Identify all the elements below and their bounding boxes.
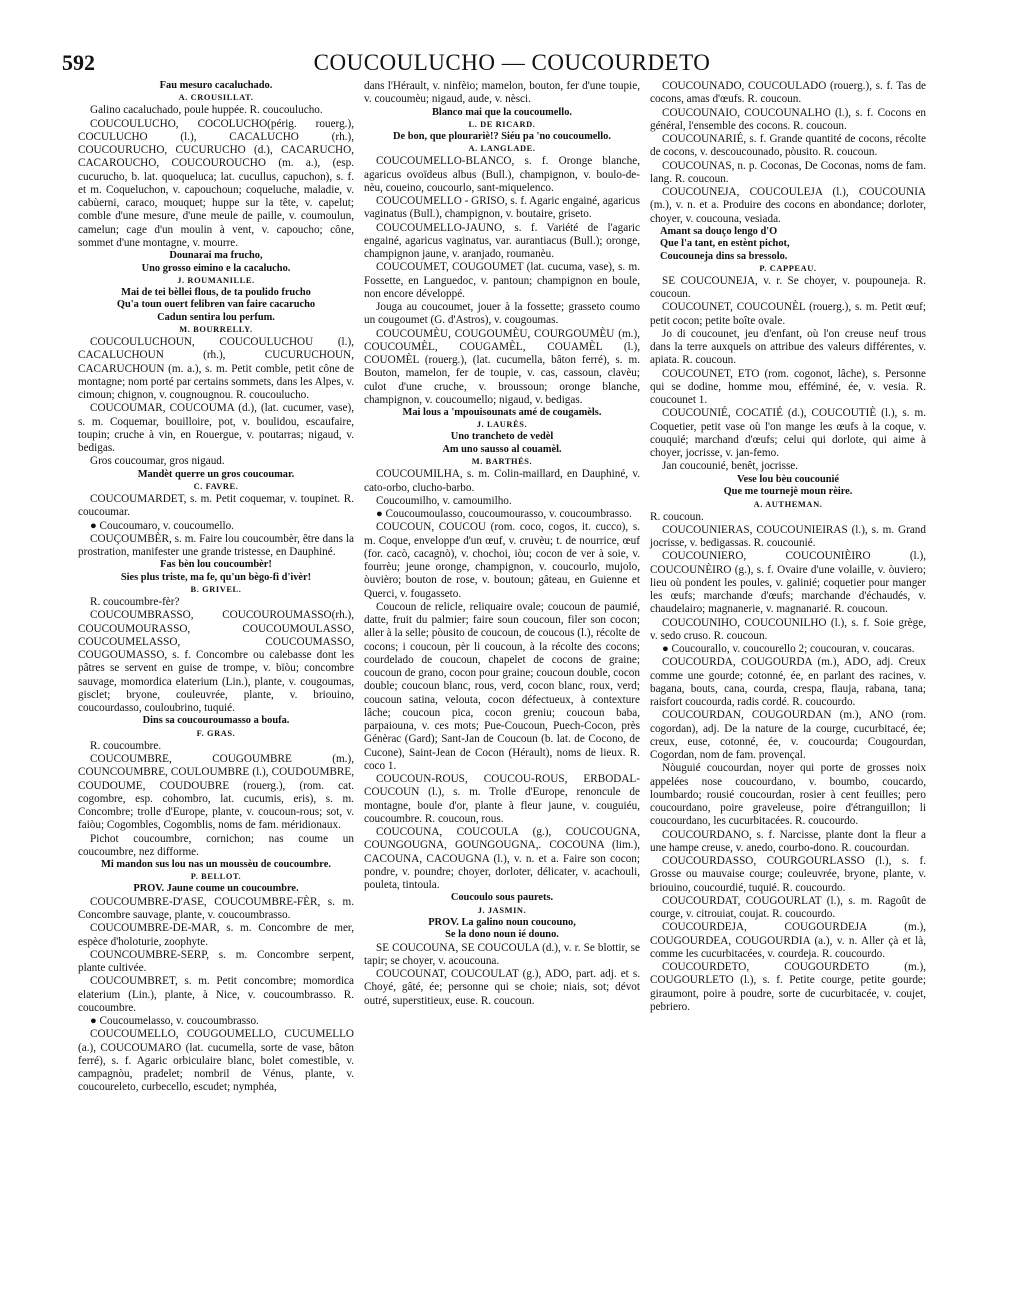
dictionary-entry: COUCOUNET, COUCOUNÈL (rouerg.), s. m. Petit œuf; petit cocon; petite boîte ovale.	[650, 301, 926, 327]
dictionary-entry: COUCOURDASSO, COURGOURLASSO (l.), s. f. Grosse ou mauvaise courge; couleuvrée, bryone, plante, v. briouino, coucourdié, tuquié. R. coucourdo.	[650, 855, 926, 894]
dictionary-entry: COUCOUNIERAS, COUCOUNIEIRAS (l.), s. m. Grand jocrisse, v. bedigassas. R. coucounié.	[650, 523, 926, 550]
dictionary-entry: COUCOURDANO, s. f. Narcisse, plante dont la fleur a une hampe creuse, v. anedo, courbo-dono. R. coucourdan.	[650, 828, 926, 854]
dictionary-entry: ● Coucoumoulasso, coucoumourasso, v. coucoumbrasso.	[376, 508, 632, 521]
dictionary-entry: COUCOUMBRE, COUGOUMBRE (m.), COUNCOUMBRE, COULOUMBRE (l.), COUDOUMBRE, COUDOUME, COUDOUBRE (rouerg.), (rom. cat. cogombre, esp. cohombro, lat. cucumis, eris), s. m. Concombre; trolle d'Europe, plante, v. coucoun-rous; sot, v. faiòu; Cogombles, Cogomblis, noms de fam. méridionaux.	[78, 753, 354, 832]
dictionary-entry: COUCOUNEJA, COUCOULEJA (l.), COUCOUNIA (m.), v. n. et a. Produire des cocons en abondance; dorloter, choyer, v. coucouna, vesiada.	[650, 186, 926, 225]
dictionary-entry: COUCOUMET, COUGOUMET (lat. cucuma, vase), s. m. Fossette, en Languedoc, v. pantoun; champignon en boule, non encore développé.	[364, 261, 640, 300]
quotation-author: P. BELLOT.	[190, 872, 242, 882]
quotation-line: Sies plus triste, ma fe, qu'un bègo-fi d'ivèr!	[120, 571, 312, 583]
dictionary-entry: ● Coucourallo, v. coucourello 2; coucouran, v. coucaras.	[662, 643, 915, 656]
dictionary-entry: COUCOUMELLO, COUGOUMELLO, CUCUMELLO (a.), COUCOUMARO (lat. cucumella, sorte de vase, bâton ferré), s. f. Agaric orbiculaire blanc, bolet comestible, v. campagnòu, pradelet; nombril de Vénus, plante, v. coucoureleto, curbecello, escudet; nymphéa,	[78, 1028, 354, 1094]
dictionary-entry: COUCOUMELLO - GRISO, s. f. Agaric engainé, agaricus vaginatus (Bull.), champignon, v. boutaire, griseto.	[364, 195, 640, 221]
quotation-line: Se la dono noun ié douno.	[445, 929, 559, 941]
dictionary-entry: SE COUCOUNA, SE COUCOULA (d.), v. r. Se blottir, se tapir; se choyer, v. acoucouna.	[364, 941, 640, 967]
quotation-author: A. AUTHEMAN.	[753, 499, 823, 509]
dictionary-entry: SE COUCOUNEJA, v. r. Se choyer, v. poupouneja. R. coucoun.	[650, 274, 926, 301]
quotation-author: J. LAURÈS.	[476, 420, 528, 430]
dictionary-entry: COUCOURDEJA, COUGOURDEJA (m.), COUGOURDEA, COUGOURDIA (a.), v. n. Aller çà et là, comme les cucurbitacées, v. courdeja. R. coucourdo.	[650, 921, 926, 960]
dictionary-entry: Jan coucounié, benêt, jocrisse.	[662, 460, 799, 473]
dictionary-entry: R. coucoun.	[650, 510, 704, 523]
dictionary-entry: COUCOUNET, ETO (rom. cogonot, lâche), s. Personne qui se dodine, homme mou, efféminé, ée, v. vesia. R. coucounet 1.	[650, 367, 926, 407]
quotation-author: A. LANGLADE.	[468, 144, 536, 154]
quotation-line: Uno trancheto de vedèl	[450, 431, 554, 443]
quotation-author: J. ROUMANILLE.	[177, 275, 255, 285]
dictionary-entry: COUCOULUCHO, COCOLUCHO(périg. rouerg.), COCULUCHO (l.), CACALUCHO (rh.), COUCOURUCHO, CUCURUCHO (d.), CACARUCHO, CACAROUCHO, COUCOUROUCHO (m. a.), (esp. cucurucho, b. lat. quoqueluca; lat. cucullus, capuchon), s. f. et m. Coqueluchon, v. capouchoun; coqueluche, maladie, v. cabùerni, caraco, mouquet; huppe sur la tête, v. capelut; comble d'une mesure, d'une meule de paille, v. coumoulun, camelun; cage d'un moulin à vent, v. capoucho; cône, sommet d'une montagne, v. mourre.	[78, 117, 354, 249]
quotation-line: Qu'a toun ouert felibren van faire cacarucho	[116, 299, 316, 311]
page-number: 592	[62, 50, 95, 75]
quotation-author: C. FAVRE.	[193, 482, 239, 492]
dictionary-entry: Nòuguié coucourdan, noyer qui porte de grosses noix appelées nose coucourdano, v. boumbo, coucardo, loumbardo; rousié coucourdan, rosier à cent feuilles; pero coucourdano, poire graveleuse, poire d'étranguillon; li coucourdano, les cucurbitacées. R. coucourdo.	[650, 762, 926, 828]
quotation-author: M. BARTHÉS.	[471, 457, 533, 467]
dictionary-entry: Coucoumilho, v. camoumilho.	[376, 494, 512, 507]
dictionary-entry: COUCOUNIHO, COUCOUNILHO (l.), s. f. Soie grège, v. sedo cruso. R. coucoun.	[650, 616, 926, 642]
quotation-line: PROV. Jaune coume un coucoumbre.	[133, 883, 299, 895]
quotation-author: B. GRIVEL.	[190, 585, 242, 595]
dictionary-entry: Galino cacaluchado, poule huppée. R. coucoulucho.	[90, 104, 323, 117]
quotation-author: A. CROUSILLAT.	[178, 93, 254, 103]
quotation-line: Amant sa douço lengo d'O	[660, 225, 778, 237]
dictionary-entry: ● Coucoumaro, v. coucoumello.	[90, 519, 234, 532]
quotation-line: Dins sa coucouroumasso a boufa.	[142, 715, 290, 727]
dictionary-entry: R. coucoumbre.	[90, 739, 162, 752]
dictionary-entry: dans l'Hérault, v. ninfèio; mamelon, bouton, fer d'une toupie, v. coucoumèu; nigaud, aude, v. nèsci.	[364, 80, 640, 106]
dictionary-entry: COUCOUMÈU, COUGOUMÈU, COURGOUMÈU (m.), COUCOUMÈL, COUGAMÈL, COUAMÈL (l.), COUOMÈL (rouerg.), (lat. cucumella, bâton ferré), s. m. Bouton, mamelon, fer de toupie, v. cas, cassoun, clavèu; culot d'une cruche, v. broussoun; oronge blanche, champignon, v. coucoumello; nigaud, v. bedigas.	[364, 327, 640, 406]
quotation-line: Am uno sausso al couamèl.	[442, 443, 562, 455]
dictionary-entry: COUCOUNIÉ, COCATIÉ (d.), COUCOUTIÈ (l.), s. m. Coquetier, petit vase où l'on mange les œufs à la coque, v. couquié; marchand d'œufs; celui qui dorlote, qui aime à choyer, jocrisse, v. jan-femo.	[650, 407, 926, 460]
dictionary-entry: COUCOUMBRASSO, COUCOUROUMASSO(rh.), COUCOUMOURASSO, COUCOUMOULASSO, COUCOUMELASSO, COUCOUMASSO, COUGOUMASSO, s. f. Concombre ou calebasse dont les pâtres se servent en guise de trompe, v. bïòu; concombre sauvage, momordica elaterium (Lin.), plante, v. cougoumas, gisclet; bryone, couleuvrée, plante, v. briouino, coucourdasso, couloubrino, tuquié.	[78, 609, 354, 715]
quotation-line: Vese lou bèu coucounié	[736, 473, 840, 485]
dictionary-entry: COUCOUMBRE-D'ASE, COUCOUMBRE-FÈR, s. m. Concombre sauvage, plante, v. coucoumbrasso.	[78, 895, 354, 922]
dictionary-entry: COUCOUN, COUCOU (rom. coco, cogos, it. cucco), s. m. Coque, enveloppe d'un œuf, v. cruvèu; t. de nourrice, œuf (for. cacò, cacagnò), v. chochoi, iòu; cocon de ver à soie, v. fourrèu; jeune oronge, champignon, v. coucourlo, mujolo, òuvièro; bouton de rose, v. boutoun; gâteau, en Guienne et Querci, v. fougasseto.	[364, 521, 640, 600]
dictionary-entry: COUCOUMARDET, s. m. Petit coquemar, v. toupinet. R. coucoumar.	[78, 493, 354, 519]
quotation-line: Blanco mai que la coucoumello.	[432, 106, 572, 118]
dictionary-entry: Jo di coucounet, jeu d'enfant, où l'on creuse neuf trous dans la terre auxquels on attribue des valeurs différentes, v. apiata. R. coucoun.	[650, 327, 926, 367]
quotation-line: Coucoulo sous paurets.	[450, 892, 554, 904]
quotation-line: Que me tournejè moun rèire.	[723, 486, 853, 498]
quotation-line: Mai lous a 'mpouisounats amé de cougamèls.	[402, 407, 602, 419]
quotation-line: Coucouneja dins sa bressolo.	[660, 250, 788, 262]
dictionary-entry: ● Coucoumelasso, v. coucoumbrasso.	[90, 1015, 259, 1028]
dictionary-entry: Pichot coucoumbre, cornichon; nas coume un coucoumbre, nez difforme.	[78, 832, 354, 858]
dictionary-entry: Jouga au coucoumet, jouer à la fossette; grasseto coumo un cougoumet (G. d'Astros), v. cougoumas.	[364, 301, 640, 327]
dictionary-entry: COUCOUNARIÉ, s. f. Grande quantité de cocons, récolte de cocons, v. descoucounado, pòusito. R. coucoun.	[650, 133, 926, 159]
quotation-line: Mai de tei bèllei flous, de ta poulido frucho	[121, 286, 311, 298]
dictionary-entry: Coucoun de relicle, reliquaire ovale; coucoun de paumié, datte, fruit du palmier; faire soun coucoun, filer son cocon; aller à la selle; pòusito de coucoun, de coucous (l.), récolte de cocons; i coucoun, pèr li coucoun, à la récolte des cocons; courdelado de coucoun, chapelet de cocons de graine; coucoun de grano, cocon pour graine; coucoun double, cocon double; coucoun blanc, rous, verd, cocon blanc, roux, verd; coucoun satina, velouta, cocon défectueux, à contexture lâche; coucoun pica, cocon greniu; coucoun baba, parpaiouna, v. ces mots; Pue-Coucoun, Puech-Cocon, près Génèrac (Gard); Sant-Jan de Coucoun (b. lat. de Cocono, de Cucone), Saint-Jean de Cocon (Hérault), noms de lieux. R. coco 1.	[364, 600, 640, 772]
dictionary-entry: COUCOURDAT, COUGOURLAT (l.), s. m. Ragoût de courge, v. citrouiat, coujat. R. coucourdo.	[650, 894, 926, 921]
quotation-author: M. BOURRELLY.	[179, 325, 253, 335]
quotation-line: Mandèt querre un gros coucoumar.	[137, 468, 295, 480]
quotation-line: Fas bèn lou coucoumbèr!	[160, 559, 272, 571]
quotation-line: Cadun sentira lou perfum.	[157, 311, 275, 323]
dictionary-entry: R. coucoumbre-fèr?	[90, 596, 180, 609]
dictionary-entry: COUÇOUMBÈR, s. m. Faire lou coucoumbèr, être dans la prostration, manifester une grande tristesse, en Dauphiné.	[78, 532, 354, 559]
dictionary-entry: COUCOURDA, COUGOURDA (m.), ADO, adj. Creux comme une gourde; cotonné, ée, en parlant des racines, v. bagana, bouts, cana, courda, crespa, flauja, rabana, tana; raisfort coucourda, radis cordé. R. coucourdo.	[650, 656, 926, 709]
quotation-line: Que l'a tant, en estènt pichot,	[660, 238, 790, 250]
dictionary-entry: COUCOUMELLO-JAUNO, s. f. Variété de l'agaric engainé, agaricus vaginatus, var. aurantiacus (Bull.); oronge, champignon jaune, v. aranjado, roumanèu.	[364, 221, 640, 261]
quotation-line: Fau mesuro cacaluchado.	[159, 80, 273, 91]
running-head: COUCOULUCHO — COUCOURDETO	[313, 50, 711, 75]
dictionary-entry: COUCOUNADO, COUCOULADO (rouerg.), s. f. Tas de cocons, amas d'œufs. R. coucoun.	[650, 80, 926, 106]
dictionary-entry: COUCOUMAR, COUCOUMA (d.), (lat. cucumer, vase), s. m. Coquemar, bouilloire, pot, v. boulidou, escaufaire, toupin; cruche à vin, en Rouergue, v. poutarras; nigaud, v. bedigas.	[78, 402, 354, 455]
dictionary-entry: COUCOUMILHA, s. m. Colin-maillard, en Dauphiné, v. cato-orbo, clucho-barbo.	[364, 468, 640, 494]
quotation-author: L. DE RICARD.	[468, 119, 536, 129]
dictionary-entry: COUCOUNA, COUCOULA (g.), COUCOUGNA, COUNGOUGNA, GOUNGOUGNA,. COCOUNA (lim.), CACOUNA, CACOUGNA (l.), v. n. et a. Faire son cocon; pondre, v. poundre; choyer, dorloter, délicater, v. acachouli, pouleta, tintoula.	[364, 826, 640, 892]
dictionary-entry: COUCOUNAS, n. p. Coconas, De Coconas, noms de fam. lang. R. coucoun.	[650, 159, 926, 185]
dictionary-entry: COUCOUMBRET, s. m. Petit concombre; momordica elaterium (Lin.), plante, à Nice, v. coucoumbrasso. R. coucoumbre.	[78, 975, 354, 1014]
dictionary-entry: COUCOUNIERO, COUCOUNIÈIRO (l.), COUCOUNÈIRO (g.), s. f. Ovaire d'une volaille, v. òuviero; lieu où pondent les poules, v. galinié; coquetier pour manger les œufs; marchande d'œufs; marchande d'échaudés, v. chaudelairo; magnanerie, v. magnanarié. R. coucoun.	[650, 550, 926, 616]
dictionary-entry: COUCOURDAN, COUGOURDAN (m.), ANO (rom. cogordan), adj. De la nature de la courge, cucurbitacé, ée; creux, euse, cotonné, ée, v. coucourda; Cougourdan, Cogordan, nom de fam. provençal.	[650, 709, 926, 762]
column-right	[650, 80, 926, 1014]
dictionary-entry: COUCOUNAT, COUCOULAT (g.), ADO, part. adj. et s. Choyé, gâté, ée; personne qui se choie; niais, sot; dévot outré, superstitieux, euse. R. coucoun.	[364, 968, 640, 1007]
dictionary-entry: COUCOURDETO, COUGOURDETO (m.), COUGOURLETO (l.), s. f. Petite courge, petite gourde; giraumont, poire à poudre, sorte de cucurbitacée, v. coujet, pebriero.	[650, 961, 926, 1013]
quotation-author: F. GRAS.	[196, 728, 236, 738]
dictionary-entry: COUCOUNAIO, COUCOUNALHO (l.), s. f. Cocons en général, l'ensemble des cocons. R. coucoun.	[650, 106, 926, 132]
dictionary-entry: COUCOULUCHOUN, COUCOULUCHOU (l.), CACALUCHOUN (rh.), CUCURUCHOUN, CACARUCHOUN (m. a.), s. m. Petit comble, petit cône de montagne; nom porté par certains sommets, dans les Alpes, v. cimoun; chignon, v. cougnougnou. R. coucoulucho.	[78, 336, 354, 402]
dictionary-entry: COUCOUMBRE-DE-MAR, s. m. Concombre de mer, espèce d'holoturie, zoophyte.	[78, 922, 354, 948]
column-left	[78, 80, 354, 1095]
dictionary-entry: COUCOUMELLO-BLANCO, s. f. Oronge blanche, agaricus ovoïdeus albus (Bull.), champignon, v. boulo-de-nèu, coueino, coucourlo, sant-miquelenco.	[364, 155, 640, 194]
dictionary-entry: COUCOUN-ROUS, COUCOU-ROUS, ERBODAL-COUCOUN (l.), s. m. Trolle d'Europe, renoncule de montagne, boule d'or, plante à fleur jaune, v. couguiéu, coucoumbre. R. coucoun, rous.	[364, 773, 640, 825]
page-header	[0, 44, 1024, 84]
dictionary-entry: Gros coucoumar, gros nigaud.	[90, 455, 225, 468]
quotation-author: J. JASMIN.	[477, 905, 527, 915]
quotation-line: Uno grosso eimino e la cacalucho.	[141, 262, 291, 274]
quotation-author: P. CAPPEAU.	[759, 263, 817, 273]
quotation-line: Dounarai ma frucho,	[169, 250, 263, 262]
dictionary-entry: COUNCOUMBRE-SERP, s. m. Concombre serpent, plante cultivée.	[78, 948, 354, 975]
column-middle	[364, 80, 640, 1008]
quotation-line: De bon, que plourariè!? Siéu pa 'no coucoumello.	[393, 130, 611, 142]
quotation-line: PROV. La galino noun coucouno,	[428, 916, 576, 928]
quotation-line: Mi mandon sus lou nas un moussèu de coucoumbre.	[101, 859, 331, 871]
